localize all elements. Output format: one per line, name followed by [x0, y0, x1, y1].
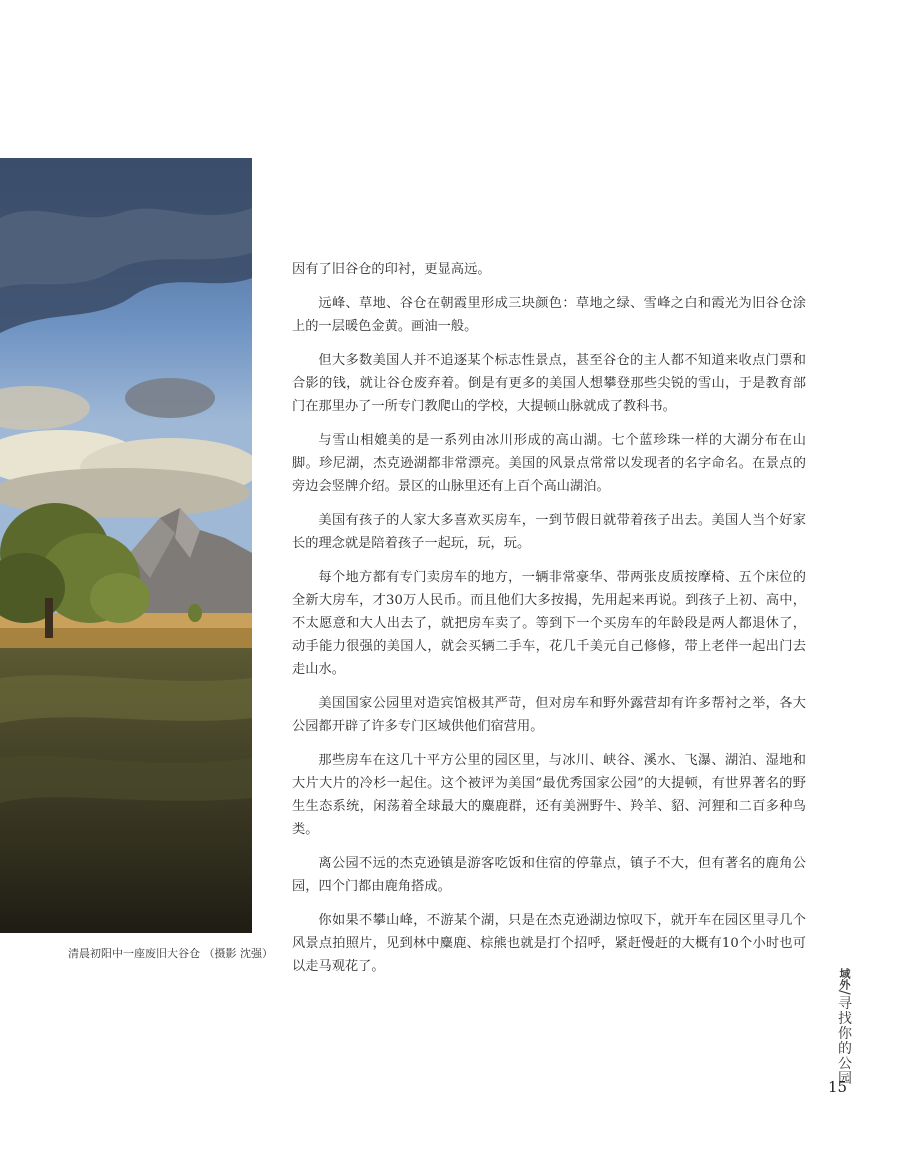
paragraph: 因有了旧谷仓的印衬，更显高远。 — [292, 262, 491, 277]
page-number: 15 — [828, 1078, 848, 1096]
landscape-photo — [0, 158, 252, 933]
section-title: 寻找你的公园 — [836, 995, 852, 1086]
section-tag: 域外 — [838, 968, 851, 990]
section-label — [826, 968, 854, 1086]
paragraph: 那些房车在这几十平方公里的园区里，与冰川、峡谷、溪水、飞瀑、湖泊、湿地和大片大片的冷杉一起住。这个被评为美国“最优秀国家公园”的大提顿，有世界著名的野生生态系统，闲荡着全球最大的麋鹿群，还有美洲野牛、羚羊、貂、河狸和二百多种鸟类。 — [292, 753, 806, 837]
article-body — [292, 258, 806, 989]
paragraph: 与雪山相媲美的是一系列由冰川形成的高山湖。七个蓝珍珠一样的大湖分布在山脚。珍尼湖，杰克逊湖都非常漂亮。美国的风景点常常以发现者的名字命名。在景点的旁边会竖牌介绍。景区的山脉里还有上百个高山湖泊。 — [292, 433, 806, 494]
paragraph: 离公园不远的杰克逊镇是游客吃饭和住宿的停靠点，镇子不大，但有著名的鹿角公园，四个门都由鹿角搭成。 — [292, 856, 806, 894]
paragraph: 但大多数美国人并不追逐某个标志性景点，甚至谷仓的主人都不知道来收点门票和合影的钱，就让谷仓废弃着。倒是有更多的美国人想攀登那些尖锐的雪山，于是教育部门在那里办了一所专门教爬山的学校，大提顿山脉就成了教科书。 — [292, 353, 806, 414]
section-separator: / — [836, 990, 852, 996]
paragraph: 美国国家公园里对造宾馆极其严苛，但对房车和野外露营却有许多帮衬之举，各大公园都开辟了许多专门区域供他们宿营用。 — [292, 696, 806, 734]
paragraph: 远峰、草地、谷仓在朝霞里形成三块颜色：草地之绿、雪峰之白和霞光为旧谷仓涂上的一层暖色金黄。画油一般。 — [292, 296, 806, 334]
photo-caption: 清晨初阳中一座废旧大谷仓 （摄影 沈强） — [68, 947, 273, 960]
paragraph: 你如果不攀山峰，不游某个湖，只是在杰克逊湖边惊叹下，就开车在园区里寻几个风景点拍照片，见到林中麋鹿、棕熊也就是打个招呼，紧赶慢赶的大概有10个小时也可以走马观花了。 — [292, 913, 806, 974]
paragraph: 美国有孩子的人家大多喜欢买房车，一到节假日就带着孩子出去。美国人当个好家长的理念就是陪着孩子一起玩，玩，玩。 — [292, 513, 806, 551]
paragraph: 每个地方都有专门卖房车的地方，一辆非常豪华、带两张皮质按摩椅、五个床位的全新大房车，才30万人民币。而且他们大多按揭，先用起来再说。到孩子上初、高中，不太愿意和大人出去了，就把房车卖了。等到下一个买房车的年龄段是两人都退休了，动手能力很强的美国人，就会买辆二手车，花几千美元自己修修，带上老伴一起出门去走山水。 — [292, 570, 806, 677]
landscape-illustration — [0, 158, 252, 933]
